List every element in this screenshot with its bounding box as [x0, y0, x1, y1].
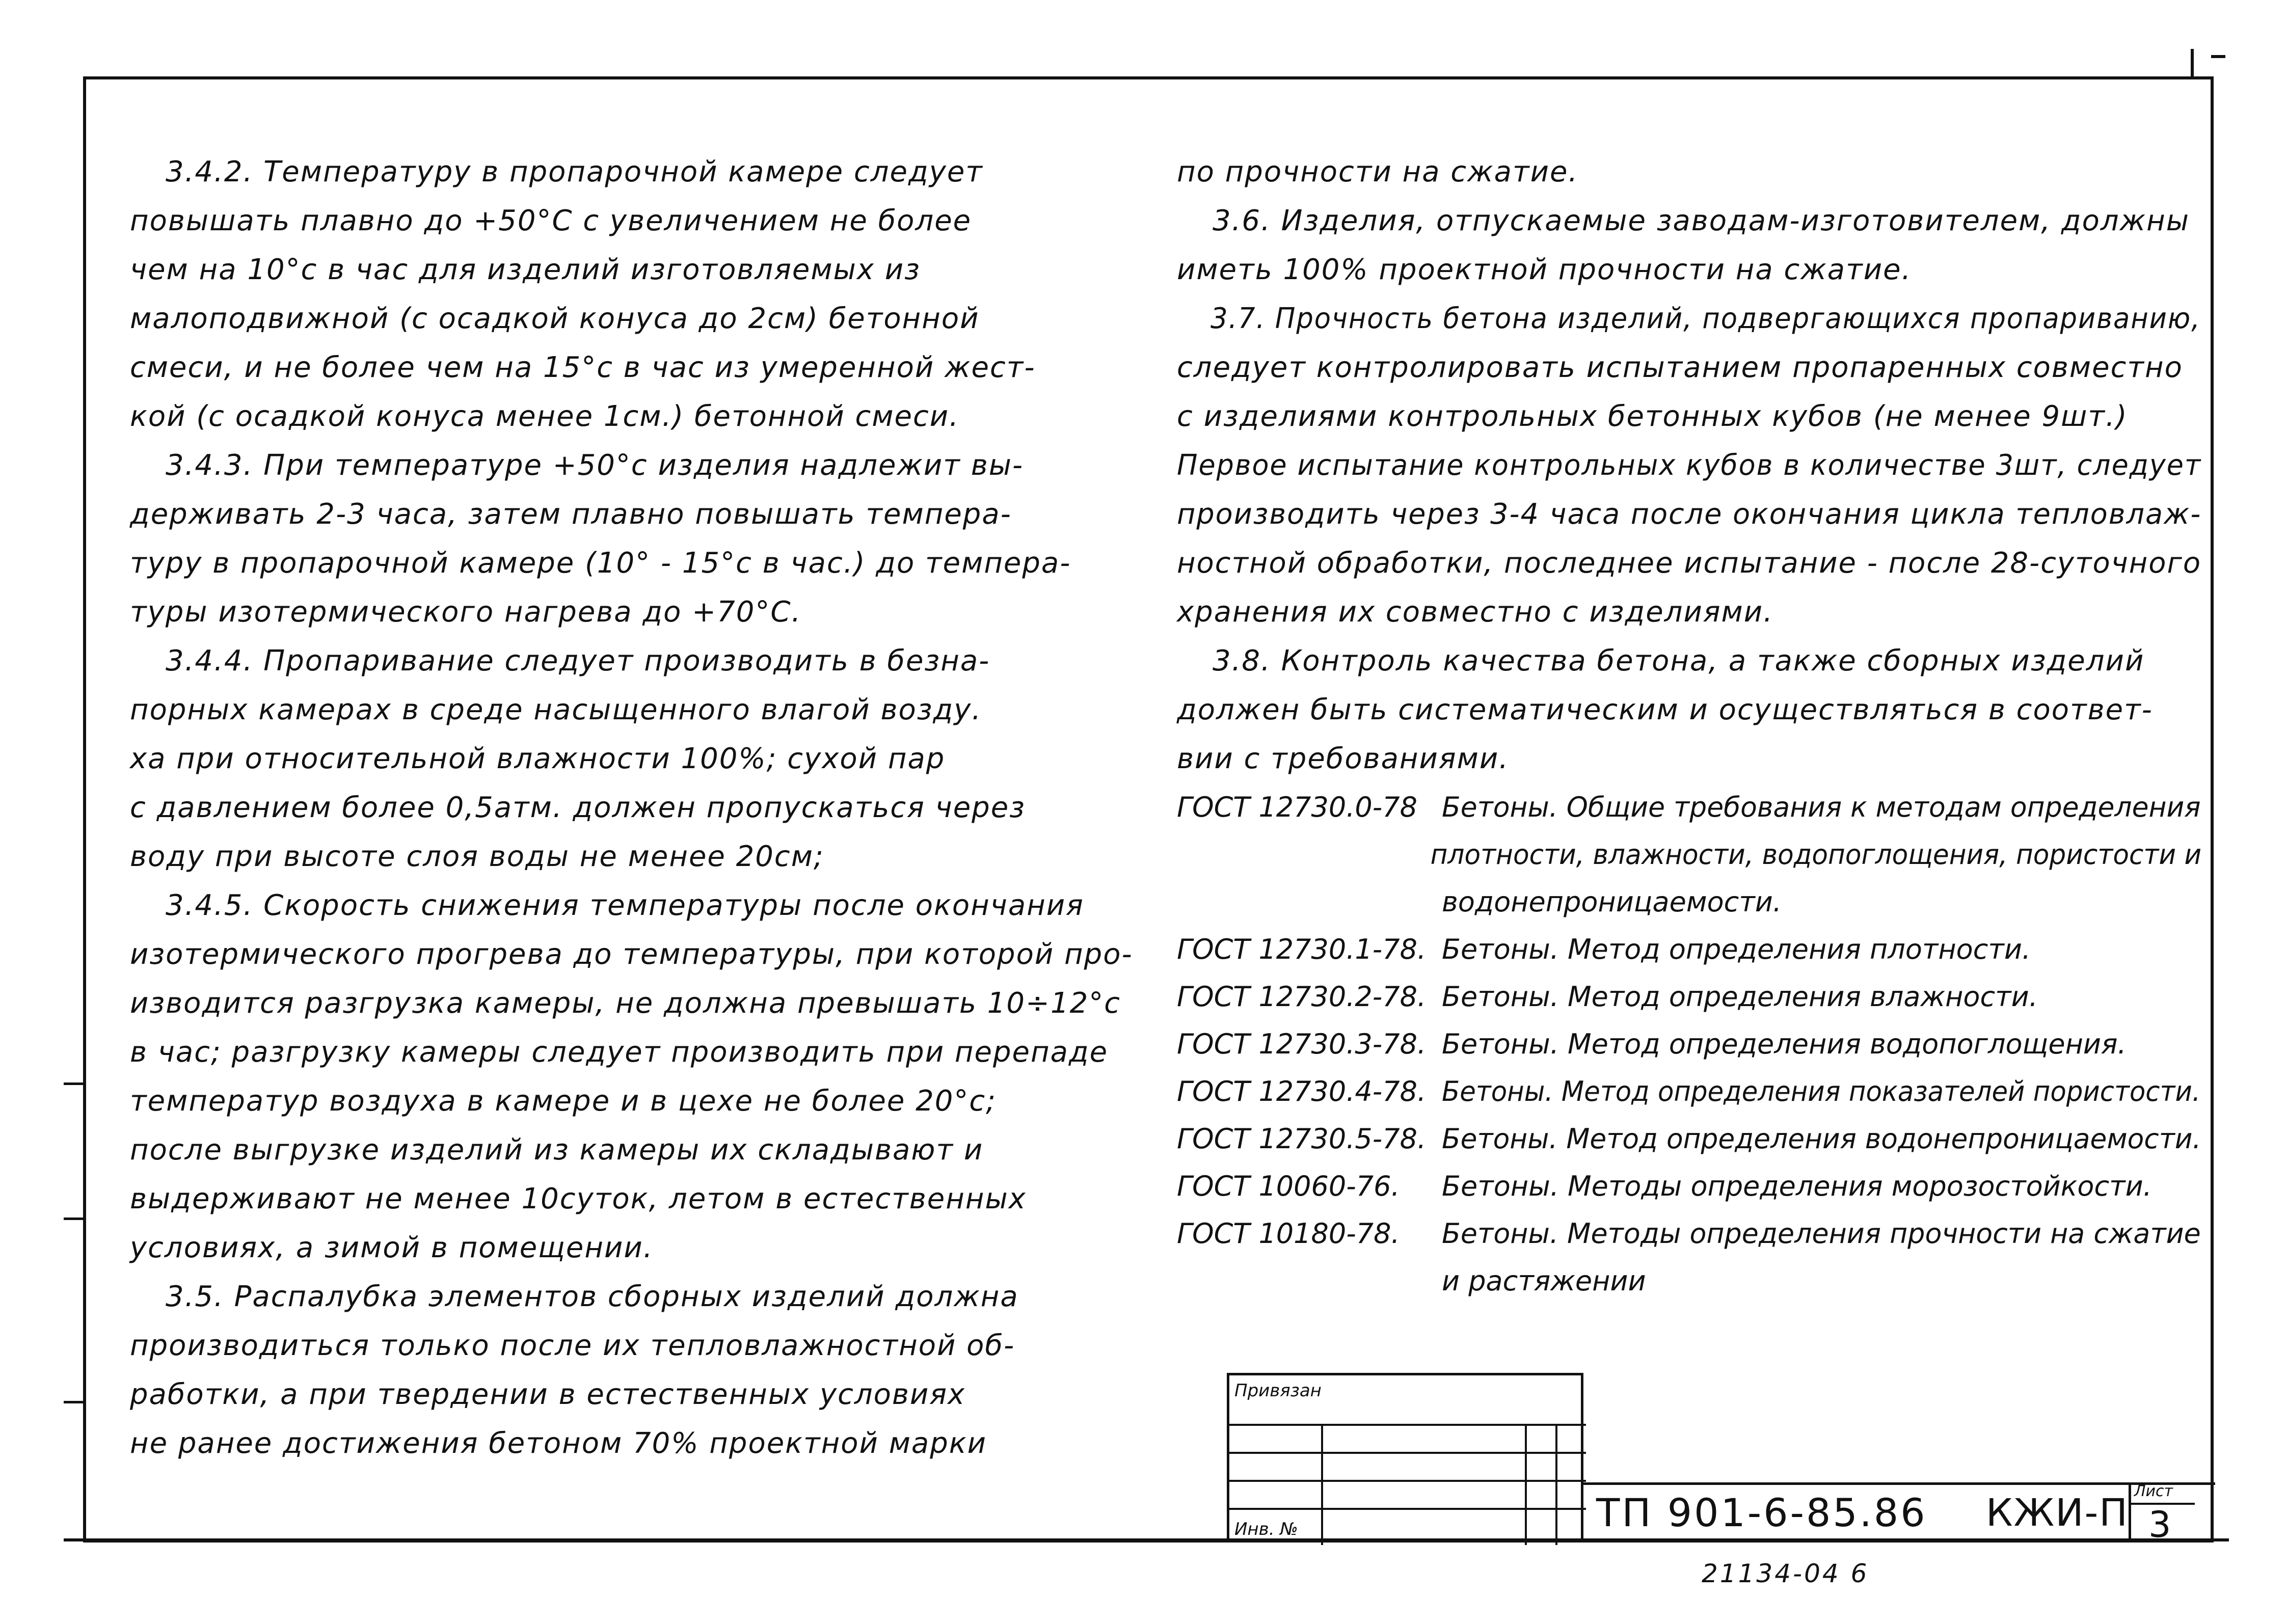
- gost-code: ГОСТ 12730.3-78.: [1177, 1028, 1427, 1060]
- gost-item: [1177, 926, 2201, 973]
- gost-item: [1177, 1162, 2201, 1210]
- text-line: смеси, и не более чем на 15°с в час из умеренной жест-: [130, 351, 1036, 384]
- text-line: производить через 3-4 часа после окончания цикла тепловлаж-: [1177, 498, 2202, 531]
- gost-title: Бетоны. Метод определения плотности.: [1442, 933, 2031, 965]
- text-line: 3.4.3. При температуре +50°с изделия надлежит вы-: [166, 449, 1024, 482]
- margin-tick: [64, 1401, 83, 1403]
- text-line: иметь 100% проектной прочности на сжатие.: [1177, 253, 1912, 286]
- text-line: в час; разгрузку камеры следует производить при перепаде: [130, 1036, 1109, 1069]
- stamp-rule: [1229, 1480, 1586, 1482]
- text-line: 3.4.5. Скорость снижения температуры после окончания: [166, 889, 1084, 922]
- document-code: ТП 901-6-85.86: [1596, 1490, 1927, 1535]
- text-line: туру в пропарочной камере (10° - 15°с в час.) до темпера-: [130, 547, 1071, 580]
- stamp-divider: [1321, 1424, 1323, 1545]
- text-line: чем на 10°с в час для изделий изготовляемых из: [130, 253, 921, 286]
- text-line: хранения их совместно с изделиями.: [1177, 596, 1773, 629]
- text-line: Первое испытание контрольных кубов в количестве 3шт, следует: [1177, 449, 2202, 482]
- text-line: ха при относительной влажности 100%; сухой пар: [130, 742, 946, 775]
- text-line: повышать плавно до +50°С с увеличением не более: [130, 204, 972, 237]
- gost-title: Бетоны. Методы определения прочности на сжатие: [1442, 1217, 2201, 1250]
- attached-label: Привязан: [1234, 1381, 1322, 1401]
- gost-title: Бетоны. Метод определения водонепроницаемости.: [1442, 1123, 2201, 1155]
- text-line: держивать 2-3 часа, затем плавно повышать темпера-: [130, 498, 1012, 531]
- text-line: вии с требованиями.: [1177, 742, 1510, 775]
- text-line: 3.4.2. Температуру в пропарочной камере следует: [166, 155, 983, 188]
- gost-list: [1177, 783, 2201, 1305]
- gost-code: ГОСТ 12730.5-78.: [1177, 1123, 1427, 1155]
- margin-tick: [64, 1217, 83, 1220]
- text-line: выдерживают не менее 10суток, летом в естественных: [130, 1182, 1027, 1215]
- stamp-grid: [1227, 1373, 1583, 1542]
- text-line: по прочности на сжатие.: [1177, 155, 1579, 188]
- sheet-label: Лист: [2134, 1482, 2173, 1500]
- text-line: кой (с осадкой конуса менее 1см.) бетонной смеси.: [130, 400, 959, 433]
- stamp-divider: [1525, 1424, 1527, 1545]
- stamp-rule: [1229, 1508, 1586, 1510]
- gost-title: Бетоны. Методы определения морозостойкости.: [1442, 1170, 2152, 1202]
- gost-code: ГОСТ 10060-76.: [1177, 1170, 1400, 1202]
- text-line: работки, а при твердении в естественных условиях: [130, 1378, 966, 1411]
- stamp-divider: [1555, 1424, 1557, 1545]
- gost-item: [1177, 1115, 2201, 1162]
- text-line: малоподвижной (с осадкой конуса до 2см) бетонной: [130, 302, 980, 335]
- gost-title: Бетоны. Метод определения водопоглощения.: [1442, 1028, 2127, 1060]
- text-line: воду при высоте слоя воды не менее 20см;: [130, 840, 824, 873]
- text-line: с давлением более 0,5атм. должен пропускаться через: [130, 791, 1026, 824]
- gost-item: [1177, 783, 2201, 831]
- text-line: не ранее достижения бетоном 70% проектной марки: [130, 1427, 987, 1460]
- text-line: с изделиями контрольных бетонных кубов (не менее 9шт.): [1177, 400, 2128, 433]
- inventory-label: Инв. №: [1234, 1519, 1298, 1539]
- text-line: 3.6. Изделия, отпускаемые заводам-изготовителем, должны: [1213, 204, 2190, 237]
- text-line: 3.8. Контроль качества бетона, а также сборных изделий: [1213, 644, 2145, 678]
- gost-code: ГОСТ 10180-78.: [1177, 1217, 1400, 1250]
- stamp-main-cell: [1583, 1482, 2215, 1546]
- text-line: условиях, а зимой в помещении.: [130, 1231, 654, 1264]
- gost-code: ГОСТ 12730.4-78.: [1177, 1075, 1427, 1107]
- left-text-column: [130, 148, 1144, 1468]
- sheet-number: 3: [2148, 1504, 2171, 1546]
- document-mark: КЖИ-П: [1986, 1491, 2129, 1535]
- title-block: [1227, 1373, 2215, 1546]
- gost-title: Бетоны. Общие требования к методам определения: [1442, 791, 2201, 823]
- gost-item: [1177, 973, 2201, 1020]
- text-line: изводится разгрузка камеры, не должна превышать 10÷12°с: [130, 987, 1121, 1020]
- gost-item: [1177, 1020, 2201, 1068]
- right-text-column: [1177, 148, 2201, 1305]
- text-line: туры изотермического нагрева до +70°С.: [130, 596, 802, 629]
- text-line: следует контролировать испытанием пропаренных совместно: [1177, 351, 2183, 384]
- gost-title: Бетоны. Метод определения показателей пористости.: [1442, 1075, 2201, 1107]
- gost-title-continuation: и растяжении: [1442, 1265, 1646, 1297]
- text-line: 3.4.4. Пропаривание следует производить в безна-: [166, 644, 990, 678]
- gost-item: [1177, 1068, 2201, 1115]
- text-line: должен быть систематическим и осуществляться в соответ-: [1177, 693, 2153, 726]
- text-line: температур воздуха в камере и в цехе не более 20°с;: [130, 1085, 997, 1118]
- archive-number: 21134-04 6: [1702, 1559, 1869, 1588]
- text-line: изотермического прогрева до температуры, при которой про-: [130, 938, 1133, 971]
- gost-item: [1177, 1210, 2201, 1257]
- sheet-box: [2129, 1482, 2195, 1546]
- stamp-rule: [1229, 1424, 1586, 1426]
- text-line: 3.7. Прочность бетона изделий, подвергающихся пропариванию,: [1210, 302, 2201, 335]
- text-line: после выгрузке изделий из камеры их складывают и: [130, 1133, 984, 1167]
- right-paragraphs: [1177, 148, 2201, 783]
- gost-code: ГОСТ 12730.0-78: [1177, 791, 1417, 823]
- text-line: ностной обработки, последнее испытание - после 28-суточного: [1177, 547, 2202, 580]
- corner-tick: [2211, 55, 2225, 58]
- margin-tick: [64, 1082, 83, 1085]
- gost-title: Бетоны. Метод определения влажности.: [1442, 981, 2038, 1013]
- gost-code: ГОСТ 12730.2-78.: [1177, 981, 1427, 1013]
- gost-title-continuation: водонепроницаемости.: [1442, 886, 1782, 918]
- text-line: порных камерах в среде насыщенного влагой возду.: [130, 693, 982, 726]
- gost-code: ГОСТ 12730.1-78.: [1177, 933, 1427, 965]
- gost-title-continuation: плотности, влажности, водопоглощения, пористости и: [1430, 838, 2202, 871]
- text-line: 3.5. Распалубка элементов сборных изделий должна: [166, 1280, 1019, 1313]
- text-line: производиться только после их тепловлажностной об-: [130, 1329, 1015, 1362]
- corner-mark: [2191, 49, 2194, 76]
- stamp-rule: [1229, 1452, 1586, 1454]
